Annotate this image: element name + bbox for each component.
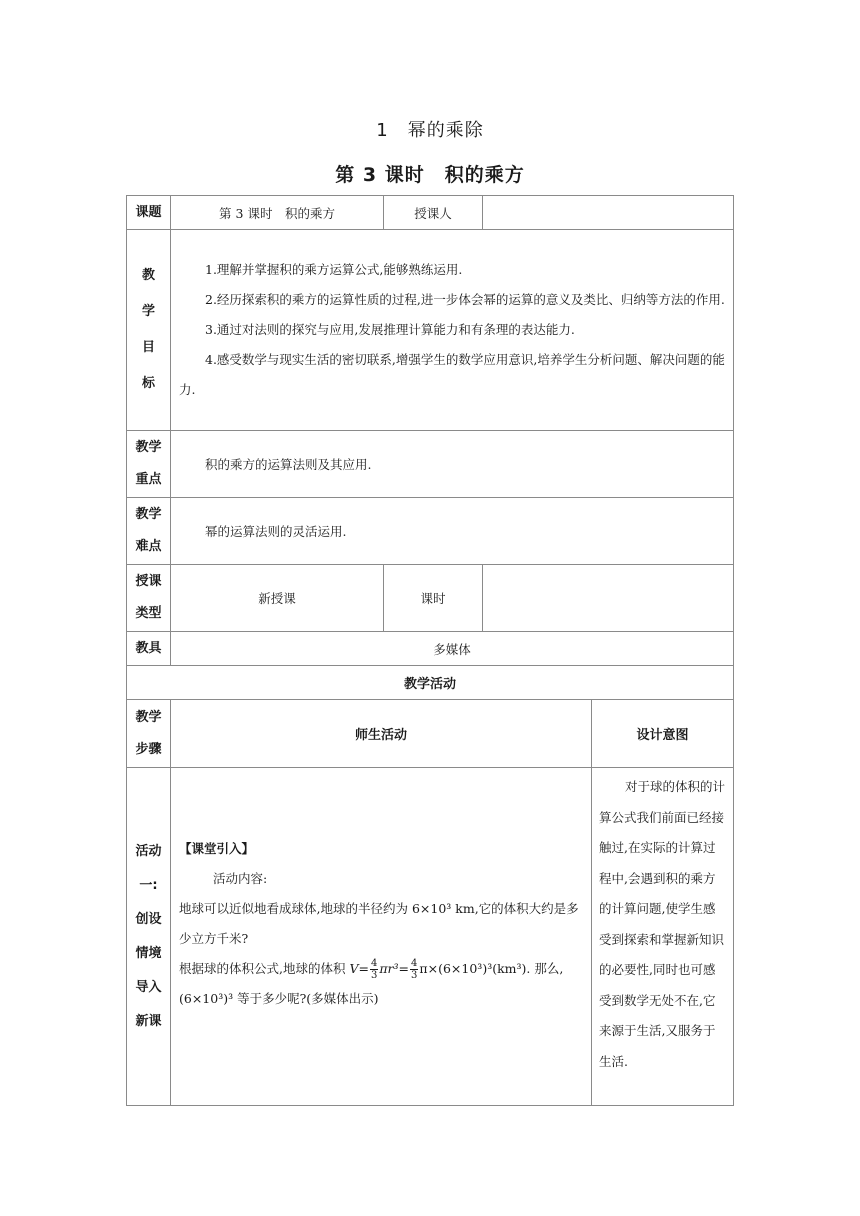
steps-header-row	[127, 700, 734, 768]
content-label: 活动内容:	[213, 871, 268, 886]
tools-row	[127, 632, 734, 666]
steps-label: 教学 步骤	[127, 700, 171, 768]
activity-header: 师生活动	[171, 700, 592, 768]
tools-value: 多媒体	[171, 632, 734, 666]
activity1-row	[127, 768, 734, 1106]
key-points-value: 积的乘方的运算法则及其应用.	[171, 431, 734, 498]
lesson-plan-table	[126, 195, 734, 1106]
section-title: 【课堂引入】	[179, 841, 255, 856]
key-points-label: 教学 重点	[127, 431, 171, 498]
design-header: 设计意图	[592, 700, 734, 768]
type-row	[127, 565, 734, 632]
lesson-title: 第 3 课时 积的乘方	[335, 164, 525, 186]
difficulties-label: 教学 难点	[127, 498, 171, 565]
teacher-value	[483, 196, 734, 230]
difficulties-row	[127, 498, 734, 565]
teacher-label: 授课人	[384, 196, 483, 230]
objectives-row	[127, 230, 734, 431]
topic-value: 第 3 课时 积的乘方	[171, 196, 384, 230]
fraction: $\frac{4}{3}$	[411, 958, 418, 981]
design-intent: 对于球的体积的计算公式我们前面已经接触过,在实际的计算过程中,会遇到积的乘方的计算问题,使学生感受到探索和掌握新知识的必要性,同时也可感受到数学无处不在,它来源于生活,又服务于生活.	[592, 768, 734, 1106]
type-label: 授课 类型	[127, 565, 171, 632]
objective-item: 3.通过对法则的探究与应用,发展推理计算能力和有条理的表达能力.	[205, 322, 575, 337]
tools-label: 教具	[127, 632, 171, 666]
periods-label: 课时	[384, 565, 483, 632]
periods-value	[483, 565, 734, 632]
problem-text: 地球可以近似地看成球体,地球的半径约为 6×10³ km,它的体积大约是多少立方千米?	[179, 901, 579, 946]
formula-line: 根据球的体积公式,地球的体积 V= $\frac{4}{3}$ πr³= $\frac{4}{3}$ π×(6×10³)³(km³). 那么,(6×10³)³ 等于多少呢?(多媒体出示)	[179, 958, 564, 1006]
activity1-content	[171, 768, 592, 1106]
type-value: 新授课	[171, 565, 384, 632]
activities-header: 教学活动	[127, 666, 734, 700]
difficulties-value: 幂的运算法则的灵活运用.	[171, 498, 734, 565]
activities-header-row	[127, 666, 734, 700]
chapter-title: 1 幂的乘除	[376, 120, 484, 141]
fraction: $\frac{4}{3}$	[370, 958, 378, 981]
objective-item: 1.理解并掌握积的乘方运算公式,能够熟练运用.	[205, 262, 463, 277]
objectives-label: 教 学 目 标	[127, 230, 171, 431]
activity1-label: 活动 一: 创设 情境 导入 新课	[127, 768, 171, 1106]
objective-item: 4.感受数学与现实生活的密切联系,增强学生的数学应用意识,培养学生分析问题、解决问题的能力.	[179, 352, 725, 397]
objective-item: 2.经历探索积的乘方的运算性质的过程,进一步体会幂的运算的意义及类比、归纳等方法的作用.	[205, 292, 725, 307]
objectives-content	[171, 230, 734, 431]
topic-row	[127, 196, 734, 230]
key-points-row	[127, 431, 734, 498]
topic-label: 课题	[127, 196, 171, 230]
